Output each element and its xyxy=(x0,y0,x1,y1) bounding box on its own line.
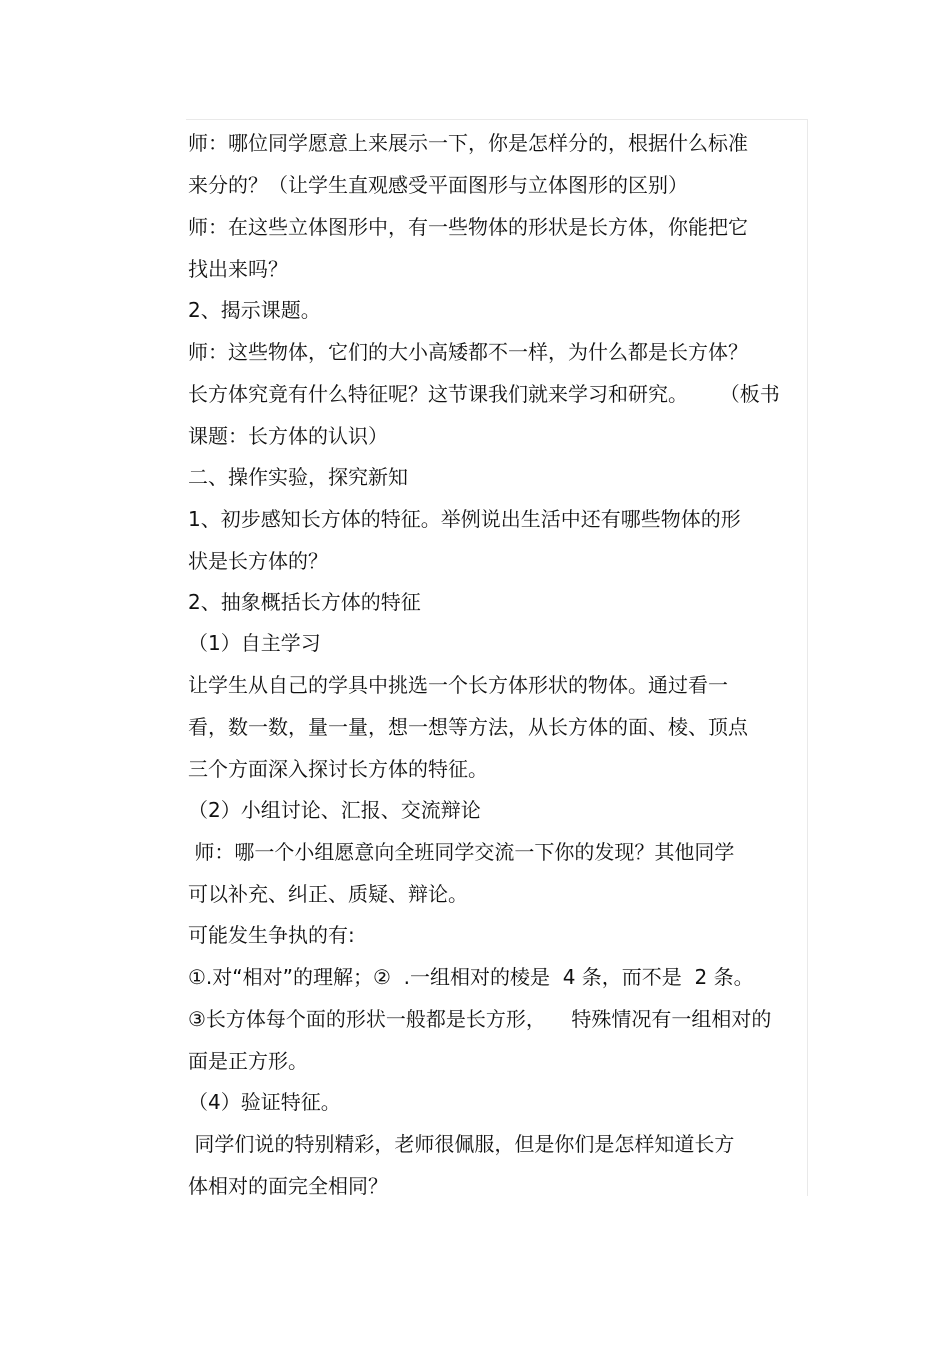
text-line: 师：哪位同学愿意上来展示一下，你是怎样分的，根据什么标准 xyxy=(188,131,748,155)
text-line: ③长方体每个面的形状一般都是长方形， 特殊情况有一组相对的 xyxy=(188,1007,772,1031)
text-line: 让学生从自己的学具中挑选一个长方体形状的物体。通过看一 xyxy=(188,673,728,697)
text-line: 长方体究竟有什么特征呢？这节课我们就来学习和研究。 （板书 xyxy=(188,382,780,406)
text-line: 三个方面深入探讨长方体的特征。 xyxy=(188,757,488,781)
text-line: ①.对“相对”的理解；② .一组相对的棱是 4 条，而不是 2 条。 xyxy=(188,965,754,989)
text-line: 体相对的面完全相同？ xyxy=(188,1174,388,1198)
text-line: 同学们说的特别精彩，老师很佩服，但是你们是怎样知道长方 xyxy=(188,1132,735,1156)
text-line: 师：这些物体，它们的大小高矮都不一样，为什么都是长方体？ xyxy=(188,340,748,364)
page-border-top xyxy=(186,119,808,120)
text-line: 看，数一数，量一量，想一想等方法，从长方体的面、棱、顶点 xyxy=(188,715,748,739)
subsection-heading: （1）自主学习 xyxy=(188,631,321,655)
text-line: 师：在这些立体图形中，有一些物体的形状是长方体，你能把它 xyxy=(188,215,748,239)
text-line: 可以补充、纠正、质疑、辩论。 xyxy=(188,882,468,906)
text-line: 状是长方体的？ xyxy=(188,549,328,573)
subsection-heading: （2）小组讨论、汇报、交流辩论 xyxy=(188,798,481,822)
text-line: 找出来吗？ xyxy=(188,257,288,281)
section-heading: 2、抽象概括长方体的特征 xyxy=(188,590,421,614)
section-heading: 2、揭示课题。 xyxy=(188,298,321,322)
subsection-heading: （4）验证特征。 xyxy=(188,1090,341,1114)
text-line: 课题：长方体的认识） xyxy=(188,424,388,448)
text-line: 面是正方形。 xyxy=(188,1049,308,1073)
section-heading: 二、操作实验，探究新知 xyxy=(188,465,408,489)
text-line: 1、初步感知长方体的特征。举例说出生活中还有哪些物体的形 xyxy=(188,507,741,531)
page-border-right xyxy=(807,119,808,1196)
text-line: 来分的？（让学生直观感受平面图形与立体图形的区别） xyxy=(188,173,688,197)
text-line: 师：哪一个小组愿意向全班同学交流一下你的发现？其他同学 xyxy=(188,840,735,864)
text-line: 可能发生争执的有: xyxy=(188,923,355,947)
